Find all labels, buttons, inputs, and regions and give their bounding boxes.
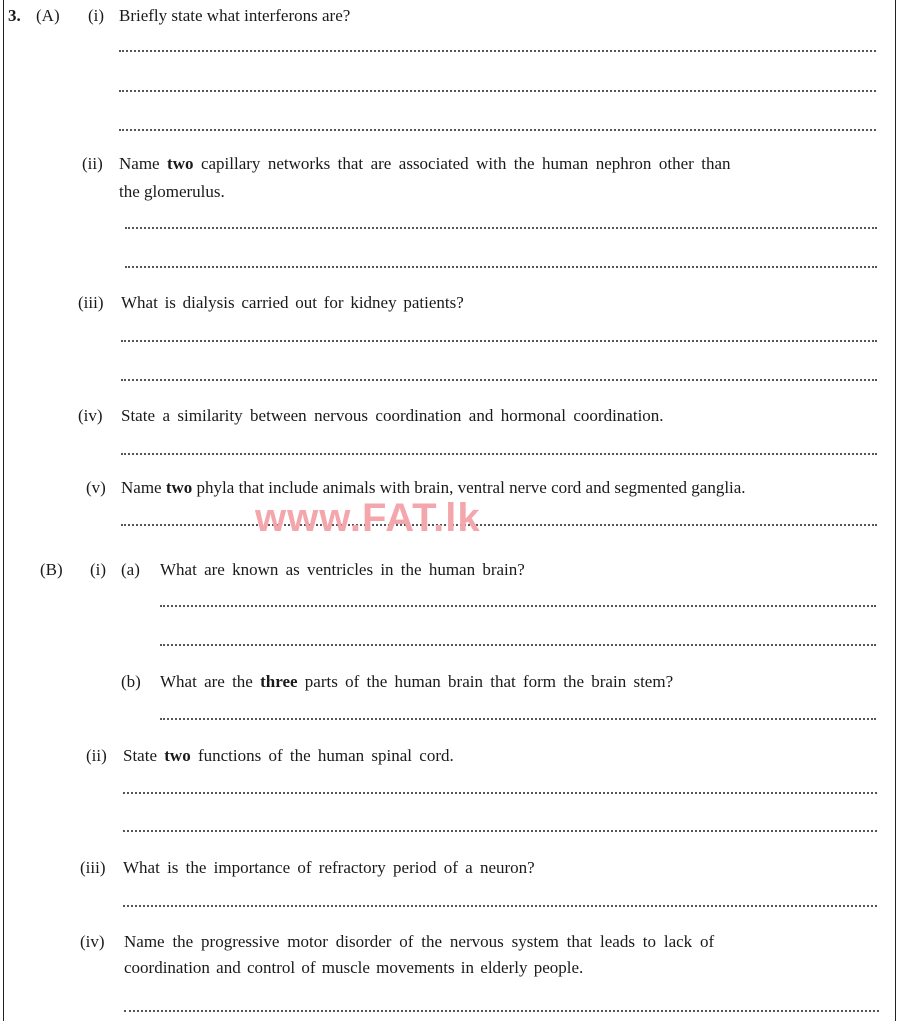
answer-line[interactable] (121, 453, 877, 455)
answer-line[interactable] (123, 792, 877, 794)
question-b-ii-text: State two functions of the human spinal cord. (123, 746, 454, 765)
question-b-ii-number: (ii) (86, 746, 107, 765)
answer-line[interactable] (119, 50, 876, 52)
answer-line[interactable] (121, 379, 877, 381)
answer-line[interactable] (125, 227, 877, 229)
question-b-i-a-text: What are known as ventricles in the human brain? (160, 560, 525, 579)
question-a-v-text: Name two phyla that include animals with brain, ventral nerve cord and segmented ganglia. (121, 478, 746, 497)
question-b-i-b-label: (b) (121, 672, 141, 691)
part-b-label: (B) (40, 560, 63, 579)
answer-line[interactable] (123, 905, 877, 907)
question-b-iv-text: Name the progressive motor disorder of the nervous system that leads to lack of (124, 932, 715, 951)
question-a-iv-text: State a similarity between nervous coordination and hormonal coordination. (121, 406, 664, 425)
question-a-ii-text: Name two capillary networks that are associated with the human nephron other than (119, 154, 731, 173)
question-b-iv-text-line2: coordination and control of muscle movements in elderly people. (124, 958, 584, 977)
answer-line[interactable] (119, 90, 876, 92)
question-a-iii-text: What is dialysis carried out for kidney patients? (121, 293, 464, 312)
question-number: 3. (8, 6, 21, 25)
question-a-v-number: (v) (86, 478, 106, 497)
question-a-i-number: (i) (88, 6, 105, 25)
answer-line[interactable] (123, 830, 877, 832)
answer-line[interactable] (160, 644, 876, 646)
answer-line[interactable] (124, 1010, 879, 1012)
page-border-right (895, 0, 896, 1021)
answer-line[interactable] (121, 524, 877, 526)
question-a-iii-number: (iii) (78, 293, 104, 312)
answer-line[interactable] (119, 129, 876, 131)
question-a-ii-text-line2: the glomerulus. (119, 182, 225, 201)
question-a-ii-number: (ii) (82, 154, 103, 173)
answer-line[interactable] (121, 340, 877, 342)
answer-line[interactable] (160, 605, 876, 607)
question-b-i-a-label: (a) (121, 560, 140, 579)
part-a-label: (A) (36, 6, 60, 25)
answer-line[interactable] (125, 266, 877, 268)
watermark: www.FAT.lk (255, 496, 481, 540)
question-b-iv-number: (iv) (80, 932, 105, 951)
question-b-iii-number: (iii) (80, 858, 106, 877)
question-b-i-number: (i) (90, 560, 107, 579)
answer-line[interactable] (160, 718, 876, 720)
question-a-i-text: Briefly state what interferons are? (119, 6, 351, 25)
question-b-iii-text: What is the importance of refractory period of a neuron? (123, 858, 535, 877)
question-b-i-b-text: What are the three parts of the human brain that form the brain stem? (160, 672, 674, 691)
page-border-left (3, 0, 4, 1021)
question-a-iv-number: (iv) (78, 406, 103, 425)
